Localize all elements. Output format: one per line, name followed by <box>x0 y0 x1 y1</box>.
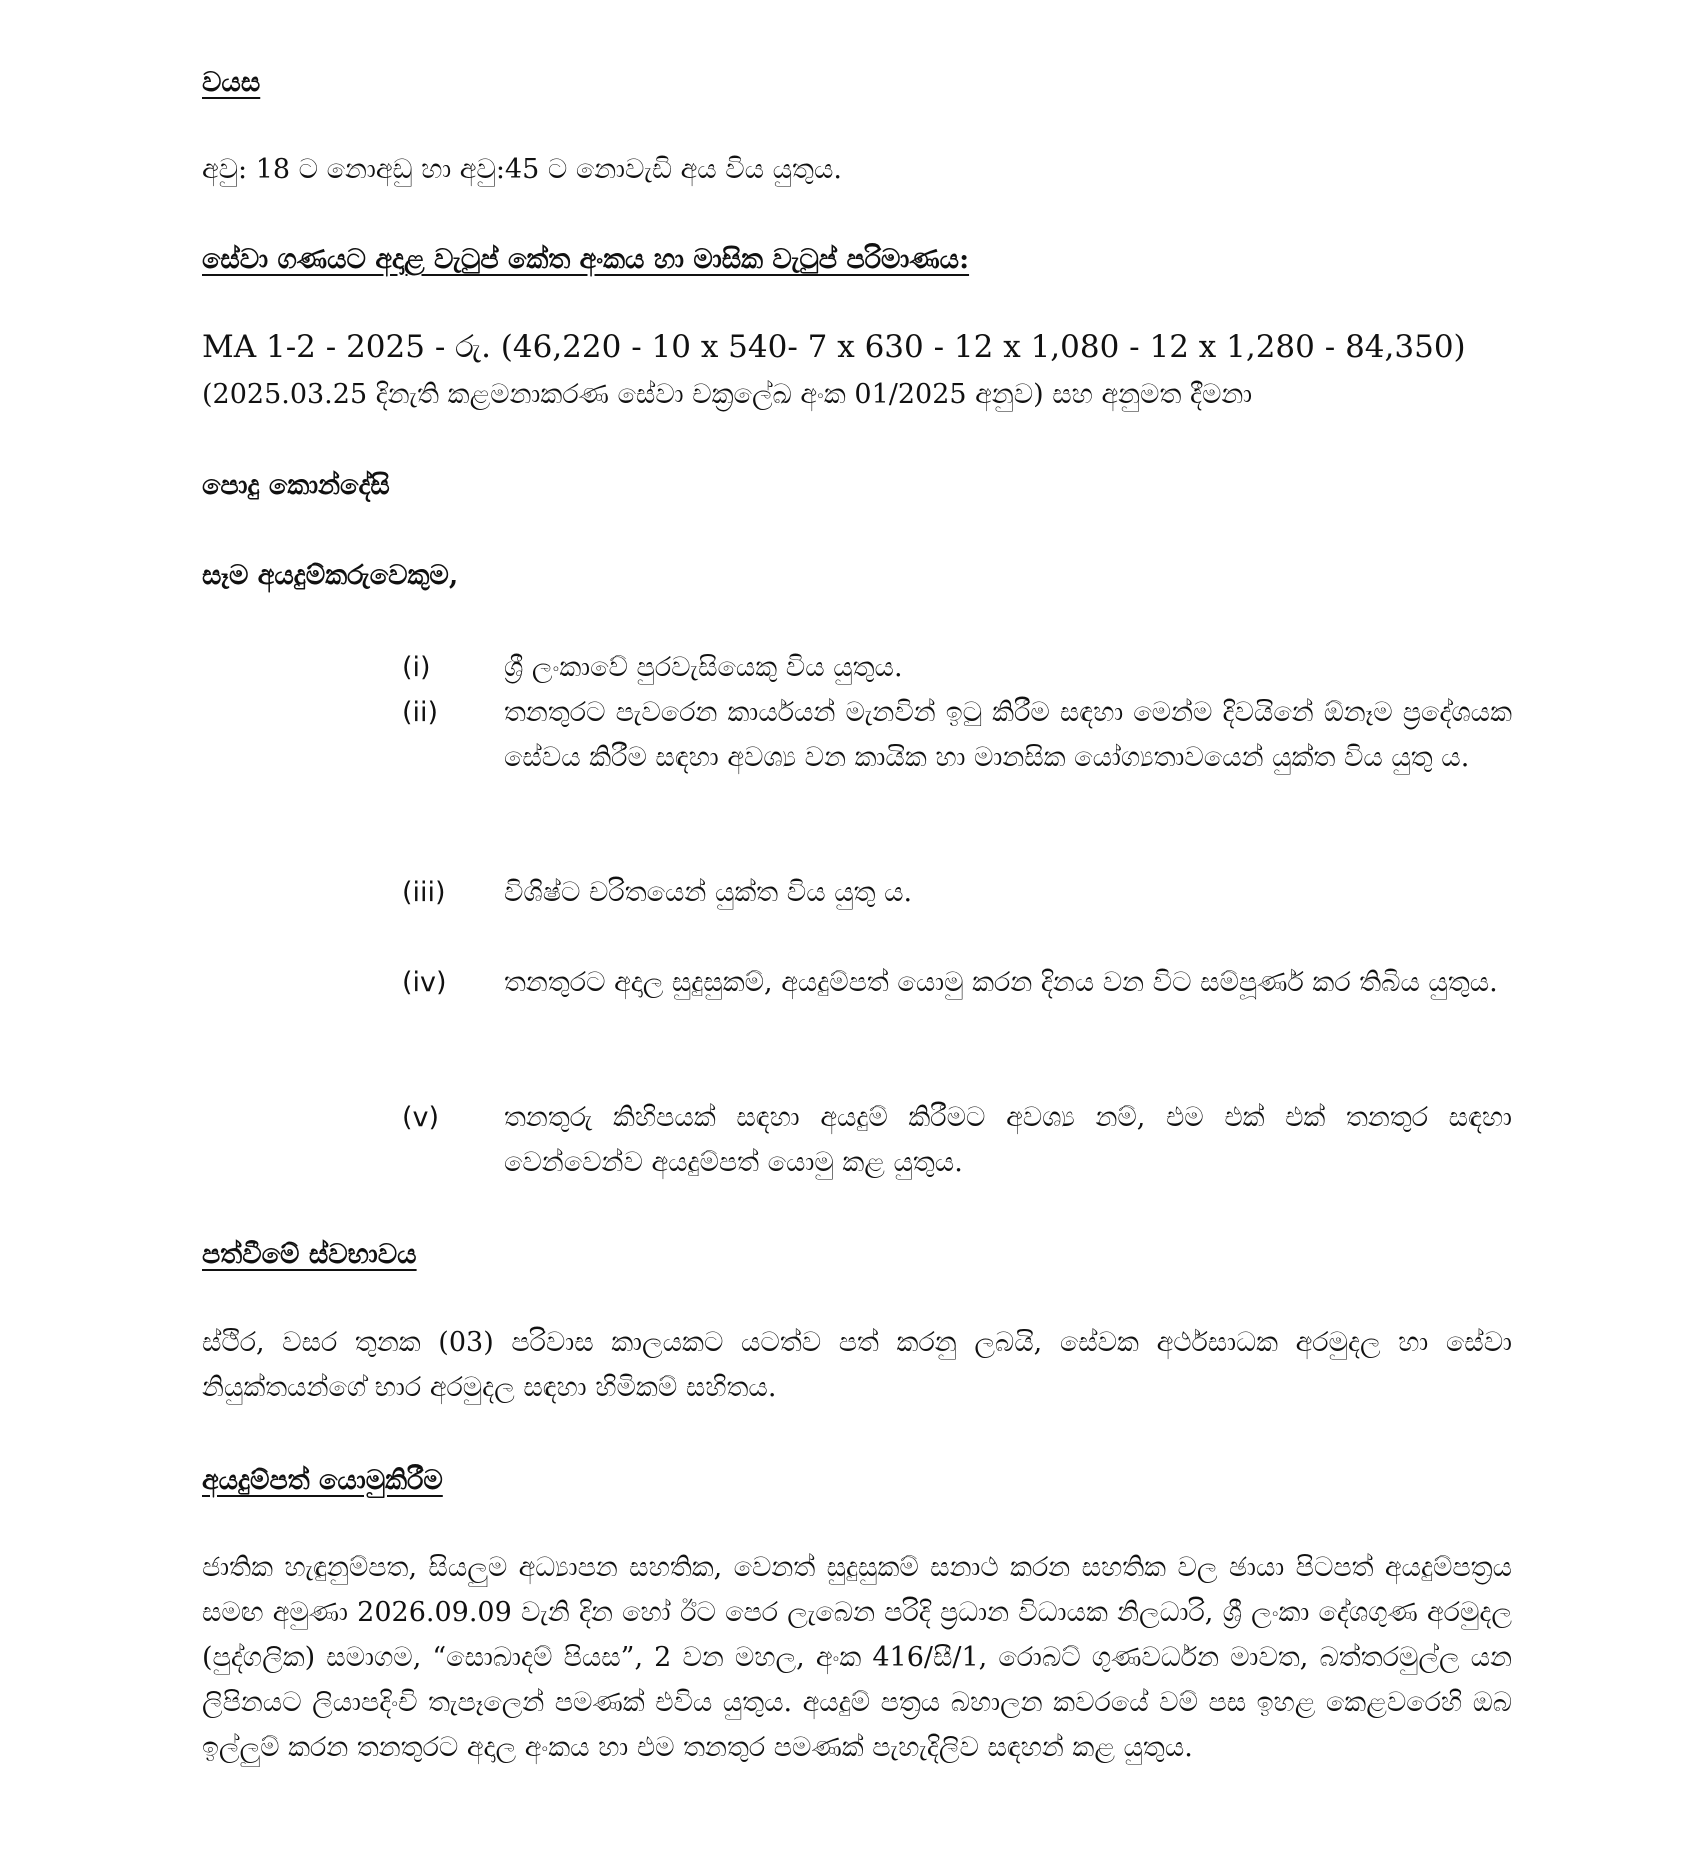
general-conditions-heading: පොදු කොන්දේසි <box>202 470 390 501</box>
age-text: අවු: 18 ට නොඅඩු හා අවු:45 ට නොවැඩි අය විය යුතුය. <box>202 154 842 185</box>
condition-item <box>402 690 1512 780</box>
condition-text: තනතුරට අදාල සුදුසුකම්, අයදුම්පත් යොමු කරන දිනය වන විට සම්පූර්ණ කර තිබිය යුතුය. <box>504 967 1498 998</box>
condition-item <box>402 870 1512 915</box>
condition-item <box>402 1095 1512 1185</box>
condition-number: (v) <box>402 1102 440 1133</box>
condition-text: තනතුරු කිහිපයක් සඳහා අයදුම් කිරීමට අවශ්‍ය නම්, එම එක් එක් තනතුර සඳහා වෙන්වෙන්ව අයදුම්පත් යොමු කළ යුතුය. <box>504 1102 1512 1178</box>
condition-text: විශිෂ්ට චරිතයෙන් යුක්ත විය යුතු ය. <box>504 877 913 908</box>
appointment-heading: පත්වීමේ ස්වභාවය <box>202 1239 417 1270</box>
condition-item <box>402 960 1512 1005</box>
application-text: ජාතික හැඳුනුම්පත, සියලුම අධ්‍යාපන සහතික, වෙනත් සුදුසුකම් සනාථ කරන සහතික වල ඡායා පිටපත් අයදුම්පත්‍රය සමඟ අමුණා 2026.09.09 වැනි දින හෝ ඊට පෙර ලැබෙන පරිදි ප්‍රධාන විධායක නිලධාරි, ශ්‍රී ලංකා දේශගුණ අරමුදල (පුද්ගලික) සමාගම, “සොබාදම් පියස”, 2 වන මහල, අංක 416/සී/1, රොබට් ගුණවර්ධන මාවත, බත්තරමුල්ල යන ලිපිනයට ලියාපදිංචි තැපෑලෙන් පමණක් එවිය යුතුය. අයදුම් පත්‍රය බහාලන කවරයේ වම් පස ඉහළ කෙළවරෙහි ඔබ ඉල්ලුම් කරන තනතුරට අදාල අංකය හා එම තනතුර පමණක් පැහැදිලිව සඳහන් කළ යුතුය. <box>202 1552 1512 1763</box>
condition-number: (ii) <box>402 697 439 728</box>
appointment-text: ස්ථිර, වසර තුනක (03) පරිවාස කාලයකට යටත්ව පත් කරනු ලබයි, සේවක අර්ථසාධක අරමුදල හා සේවා නියුක්තයන්ගේ භාර අරමුදල සඳහා හිමිකම් සහිතය. <box>202 1327 1512 1403</box>
salary-scale: MA 1-2 - 2025 - රු. (46,220 - 10 x 540- 7 x 630 - 12 x 1,080 - 12 x 1,280 - 84,350) <box>202 329 1466 365</box>
salary-heading: සේවා ගණයට අදාළ වැටුප් කේත අංකය හා මාසික වැටුප් පරිමාණය: <box>202 244 970 275</box>
condition-text: ශ්‍රී ලංකාවේ පුරවැසියෙකු විය යුතුය. <box>504 652 903 683</box>
condition-text: තනතුරට පැවරෙන කාර්යයන් මැනවින් ඉටු කිරීම සඳහා මෙන්ම දිවයිනේ ඕනෑම ප්‍රදේශයක සේවය කිරීම සඳහා අවශ්‍ය වන කායික හා මානසික යෝග්‍යතාවයෙන් යුක්ත විය යුතු ය. <box>504 697 1512 773</box>
condition-number: (i) <box>402 652 431 683</box>
condition-number: (iii) <box>402 877 446 908</box>
condition-number: (iv) <box>402 967 447 998</box>
application-heading: අයදුම්පත් යොමුකිරීම <box>202 1465 443 1496</box>
salary-circular: (2025.03.25 දිනැති කළමනාකරණ සේවා චක්‍රලේඛ අංක 01/2025 අනුව) සහ අනුමත දීමනා <box>202 379 1253 410</box>
condition-item <box>402 645 1512 690</box>
age-heading: වයස <box>202 67 261 98</box>
general-conditions-intro: සෑම අයදුම්කරුවෙකුම, <box>202 560 459 591</box>
